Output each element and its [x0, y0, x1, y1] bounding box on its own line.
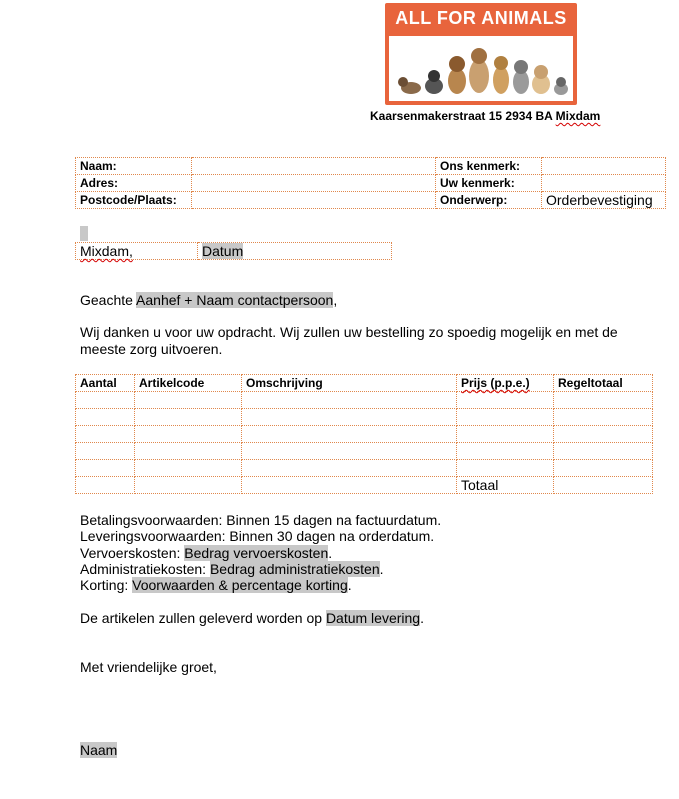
info-value — [542, 175, 666, 192]
shipping-costs: Vervoerskosten: Bedrag vervoerskosten. — [80, 544, 333, 561]
column-header: Regeltotaal — [554, 375, 653, 392]
closing: Met vriendelijke groet, — [80, 659, 217, 675]
info-label: Ons kenmerk: — [436, 158, 542, 175]
signature-name: Naam — [80, 742, 118, 758]
info-label: Postcode/Plaats: — [76, 192, 192, 209]
info-value — [192, 175, 436, 192]
logo-title: ALL FOR ANIMALS — [395, 8, 567, 28]
info-label: Adres: — [76, 175, 192, 192]
payment-terms: Betalingsvoorwaarden: Binnen 15 dagen na factuurdatum. — [80, 512, 442, 528]
table-row — [76, 175, 666, 192]
order-table — [75, 374, 653, 494]
info-label: Onderwerp: — [436, 192, 542, 209]
info-label: Naam: — [76, 158, 192, 175]
info-label: Uw kenmerk: — [436, 175, 542, 192]
date-value: Datum — [198, 243, 392, 260]
delivery-sentence: De artikelen zullen geleverd worden op Datum levering. — [80, 610, 424, 626]
animals-illustration — [389, 36, 573, 101]
animals-picture — [389, 36, 573, 101]
table-row — [76, 460, 653, 477]
date-place: Mixdam, — [76, 243, 198, 260]
discount: Korting: Voorwaarden & percentage korting. — [80, 577, 352, 594]
salutation: Geachte Aanhef + Naam contactpersoon, — [80, 292, 338, 308]
table-row — [76, 426, 653, 443]
total-value — [554, 477, 653, 494]
info-table — [75, 157, 666, 209]
delivery-terms: Leveringsvoorwaarden: Binnen 30 dagen na orderdatum. — [80, 528, 435, 545]
column-header: Omschrijving — [242, 375, 457, 392]
table-row — [76, 443, 653, 460]
table-row — [76, 409, 653, 426]
paragraph-marker — [80, 226, 88, 241]
company-logo — [385, 3, 577, 105]
table-row — [76, 392, 653, 409]
column-header: Aantal — [76, 375, 135, 392]
info-value-subject: Orderbevestiging — [542, 192, 666, 209]
intro-paragraph: Wij danken u voor uw opdracht. Wij zullen uw bestelling zo spoedig mogelijk en met de meeste zorg uitvoeren. — [80, 324, 618, 357]
company-address — [370, 109, 600, 123]
table-row — [76, 243, 392, 260]
date-table — [75, 242, 392, 260]
table-total-row — [76, 477, 653, 494]
terms-block — [80, 512, 441, 593]
info-value — [192, 192, 436, 209]
table-row — [76, 158, 666, 175]
info-value — [192, 158, 436, 175]
column-header: Artikelcode — [135, 375, 242, 392]
delivery-date-field: Datum levering — [325, 610, 421, 626]
column-header: Prijs (p.p.e.) — [457, 375, 554, 392]
table-header-row — [76, 375, 653, 392]
address-street: Kaarsenmakerstraat 15 2934 BA — [370, 109, 556, 123]
table-row — [76, 192, 666, 209]
address-city: Mixdam — [555, 109, 601, 123]
admin-costs: Administratiekosten: Bedrag administratiekosten. — [80, 560, 384, 577]
total-label: Totaal — [457, 477, 554, 494]
contact-name-field: Aanhef + Naam contactpersoon — [136, 292, 334, 308]
info-value — [542, 158, 666, 175]
